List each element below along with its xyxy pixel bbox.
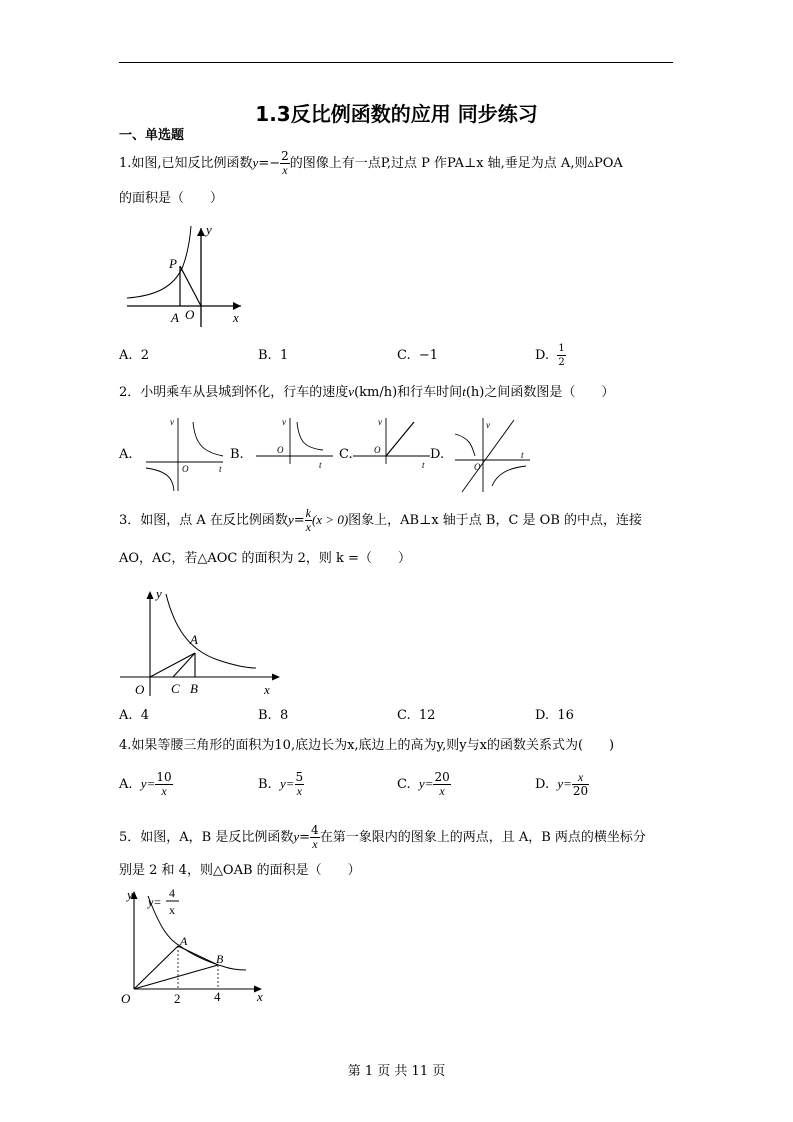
q5-label-y: y <box>127 887 133 902</box>
q4-option-c[interactable] <box>397 771 451 798</box>
q4-option-a-lhs: y= <box>140 776 156 791</box>
question-1-line1 <box>119 150 623 177</box>
q1-option-d-fraction <box>557 342 565 369</box>
q5-fraction <box>310 824 320 851</box>
q3-figure <box>118 588 288 700</box>
q1-option-d-den: 2 <box>558 357 565 368</box>
q1-option-d[interactable] <box>535 342 566 369</box>
q4-option-d-letter: D. <box>535 777 550 792</box>
q3-option-b-value: 8 <box>279 708 289 723</box>
header-rule <box>119 62 673 63</box>
q3-x-arrow-icon <box>272 674 280 681</box>
question-3-line2: AO，AC，若△AOC 的面积为 2，则 k =（ ） <box>119 551 411 566</box>
q4-option-b-den: x <box>296 784 302 798</box>
q5-figure <box>118 884 278 1008</box>
q2-option-c-letter[interactable]: C. <box>339 447 353 462</box>
q5-func-y: y <box>293 829 300 844</box>
q4-option-d-lhs: y= <box>557 776 572 791</box>
q3-func-y: y <box>287 512 294 527</box>
q1-option-d-num: 1 <box>558 343 565 354</box>
q2-graph-c[interactable] <box>350 416 435 492</box>
q4-option-c-lhs: y= <box>418 776 434 791</box>
page-footer: 第 1 页 共 11 页 <box>347 1064 446 1079</box>
q2-a-v: v <box>170 417 174 427</box>
q1-label-O: O <box>185 307 195 322</box>
q1-segment-PO <box>180 266 201 306</box>
q5-label-func-lhs: y= <box>148 895 162 909</box>
q1-option-b-value: 1 <box>279 348 289 363</box>
q2-option-b-letter[interactable]: B. <box>230 447 244 462</box>
q4-option-b-fraction <box>295 771 305 798</box>
q1-func-y: y <box>252 155 259 170</box>
q3-option-b[interactable] <box>258 708 288 723</box>
q1-option-a[interactable] <box>119 348 149 363</box>
q3-label-O: O <box>135 682 145 697</box>
q2-unit-v: (km/h) <box>354 385 398 400</box>
q1-x-arrow-icon <box>233 302 241 310</box>
q2-a-t: t <box>219 464 222 474</box>
q4-option-d-num: x <box>572 771 589 785</box>
q2-text-mid: 和行车时间 <box>397 385 463 400</box>
q5-frac-den: x <box>312 837 318 851</box>
q1-minus: − <box>269 156 281 171</box>
q4-option-d-fraction <box>572 771 589 798</box>
q2-t: t <box>462 384 466 399</box>
q3-eq: = <box>293 513 305 528</box>
q4-option-c-fraction <box>433 771 450 798</box>
q1-option-c-letter: C. <box>397 348 411 363</box>
q3-label-y: y <box>156 586 162 601</box>
q2-c-o: O <box>374 445 381 455</box>
q1-option-a-value: 2 <box>140 348 150 363</box>
q5-label-func-num: 4 <box>169 886 175 900</box>
q3-option-b-letter: B. <box>258 708 272 723</box>
q3-label-x: x <box>264 682 270 697</box>
q5-label-A: A <box>180 934 188 948</box>
q5-curve <box>148 896 246 970</box>
q4-option-b-letter: B. <box>258 777 272 792</box>
q4-option-d-den: 20 <box>572 784 589 798</box>
q1-option-c-value: −1 <box>418 348 439 363</box>
q1-frac-num: 2 <box>281 149 289 163</box>
q5-label-B: B <box>216 952 224 966</box>
q1-option-b-letter: B. <box>258 348 272 363</box>
q2-graph-a[interactable] <box>143 416 228 492</box>
q3-label-B: B <box>190 681 198 696</box>
question-5-line2: 别是 2 和 4，则△OAB 的面积是（ ） <box>119 863 361 878</box>
q2-b-t: t <box>319 460 322 470</box>
q4-option-b[interactable] <box>258 771 304 798</box>
q1-option-a-letter: A. <box>119 348 133 363</box>
q3-option-c-value: 12 <box>418 708 436 723</box>
q3-segment-AC <box>173 653 195 677</box>
q3-option-c[interactable] <box>397 708 435 723</box>
q2-d-t: t <box>521 450 524 460</box>
q4-option-a-fraction <box>155 771 172 798</box>
q1-label-A: A <box>171 310 179 325</box>
q4-option-b-num: 5 <box>295 770 304 784</box>
q1-option-d-letter: D. <box>535 348 550 363</box>
q2-d-o: O <box>474 462 481 472</box>
q1-figure <box>119 222 249 327</box>
q4-option-a-letter: A. <box>119 777 133 792</box>
q1-option-c[interactable] <box>397 348 438 363</box>
q3-option-d[interactable] <box>535 708 574 723</box>
q3-segment-AO <box>150 653 195 677</box>
q2-d-v: v <box>486 420 490 430</box>
q2-unit-t: (h) <box>465 385 485 400</box>
question-3-line1 <box>119 507 642 534</box>
q1-label-P: P <box>169 256 177 271</box>
q3-frac-den: x <box>305 520 311 534</box>
q3-condition: (x > 0) <box>311 512 349 527</box>
question-2-text <box>119 384 614 401</box>
q2-v: v <box>348 384 355 399</box>
q2-text-post: 之间函数图是（ ） <box>484 385 615 400</box>
q5-text-post: 在第一象限内的图象上的两点，且 A，B 两点的横坐标分 <box>319 830 646 845</box>
q5-segment-AB <box>178 946 218 965</box>
q3-option-d-value: 16 <box>557 708 574 723</box>
q5-label-func-den: x <box>169 903 175 917</box>
q4-option-a-den: x <box>161 784 167 798</box>
q4-option-b-lhs: y= <box>279 776 295 791</box>
q1-label-x: x <box>233 310 239 325</box>
q3-fraction <box>305 507 312 534</box>
page-title: 1.3反比例函数的应用 同步练习 <box>255 102 538 126</box>
q3-label-C: C <box>171 681 180 696</box>
question-5-line1 <box>119 824 646 851</box>
q4-option-c-letter: C. <box>397 777 411 792</box>
q1-curve <box>127 226 191 298</box>
q1-eq: = <box>258 156 270 171</box>
q2-option-d-letter[interactable]: D. <box>430 447 445 462</box>
q5-eq: = <box>299 830 311 845</box>
q1-label-y: y <box>206 222 212 237</box>
q4-option-a[interactable] <box>119 771 173 798</box>
q3-text-pre: 3．如图，点 A 在反比例函数 <box>119 513 288 528</box>
q5-text-pre: 5．如图，A，B 是反比例函数 <box>119 830 294 845</box>
q3-option-a-value: 4 <box>140 708 150 723</box>
q4-option-c-num: 20 <box>434 770 450 784</box>
q2-c-v: v <box>378 417 382 427</box>
q2-a-o: O <box>182 464 189 474</box>
q3-option-c-letter: C. <box>397 708 411 723</box>
q5-label-O: O <box>121 991 131 1006</box>
q3-label-A: A <box>190 632 198 647</box>
q3-text-post: 图象上，AB⊥x 轴于点 B，C 是 OB 的中点，连接 <box>348 513 643 528</box>
q5-label-x: x <box>257 989 263 1004</box>
q5-label-4: 4 <box>214 989 221 1004</box>
q2-c-t: t <box>422 460 425 470</box>
q5-label-2: 2 <box>174 991 181 1006</box>
q2-b-v: v <box>282 417 286 427</box>
q1-option-b[interactable] <box>258 348 288 363</box>
q4-option-c-den: x <box>439 784 445 798</box>
section-heading: 一、单选题 <box>119 128 185 143</box>
q2-text-pre: 2．小明乘车从县城到怀化，行车的速度 <box>119 385 349 400</box>
q3-option-a-letter: A. <box>119 708 133 723</box>
q1-y-arrow-icon <box>197 228 205 236</box>
q5-frac-num: 4 <box>311 823 319 837</box>
q4-option-d[interactable] <box>535 771 589 798</box>
q3-y-arrow-icon <box>147 591 154 599</box>
q3-option-d-letter: D. <box>535 708 550 723</box>
q3-option-a[interactable] <box>119 708 149 723</box>
question-1-line2: 的面积是（ ） <box>119 191 224 206</box>
q1-fraction <box>280 150 290 177</box>
q2-b-o: O <box>277 445 284 455</box>
question-4-text: 4.如果等腰三角形的面积为10,底边长为x,底边上的高为y,则y与x的函数关系式为( ) <box>119 738 615 753</box>
q1-text-pre: 1.如图,已知反比例函数 <box>119 156 253 171</box>
q1-frac-den: x <box>282 163 288 177</box>
q2-graph-d[interactable] <box>452 416 537 492</box>
q4-option-a-num: 10 <box>156 770 172 784</box>
q3-curve <box>166 594 256 668</box>
q3-frac-num: k <box>305 506 311 520</box>
q1-text-post: 的图像上有一点P,过点 P 作PA⊥x 轴,垂足为点 A,则▵POA <box>289 156 623 171</box>
q2-graph-b[interactable] <box>253 416 338 492</box>
q2-option-a-letter[interactable]: A. <box>119 447 133 462</box>
